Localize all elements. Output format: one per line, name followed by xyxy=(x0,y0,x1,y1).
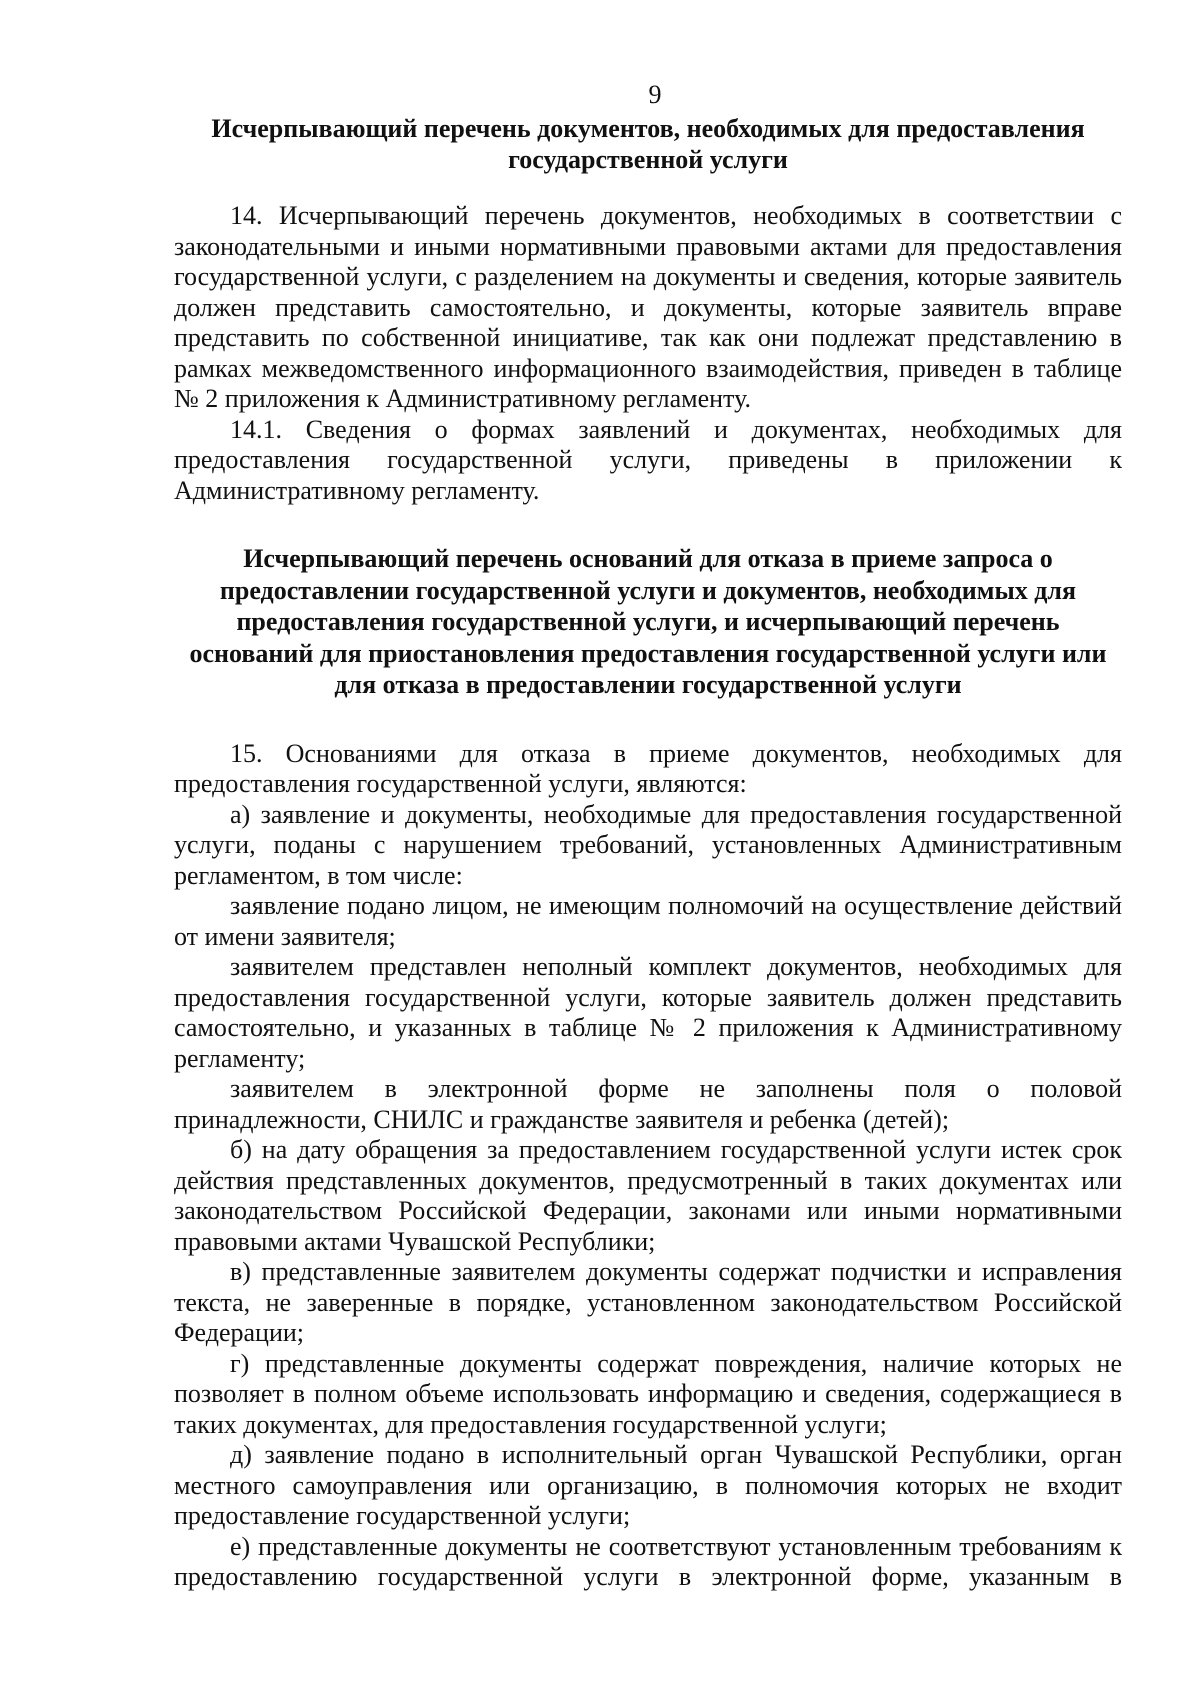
section-1-body xyxy=(174,201,1122,506)
paragraph-15-a: а) заявление и документы, необходимые для предоставления государственной услуги, поданы с нарушением требований, установленных Административным регламентом, в том числе: xyxy=(174,799,1122,890)
paragraph-15-a-item-3: заявителем в электронной форме не заполнены поля о половой принадлежности, СНИЛС и гражданстве заявителя и ребенка (детей); xyxy=(174,1074,1122,1134)
paragraph-15: 15. Основаниями для отказа в приеме документов, необходимых для предоставления государственной услуги, являются: xyxy=(174,738,1122,798)
section-2-heading: Исчерпывающий перечень оснований для отказа в приеме запроса о предоставлении государственной услуги и документов, необходимых для предоставления государственной услуги, и исчерпывающий перечень оснований для приостановления предоставления государственной услуги или для отказа в предоставлении государственной услуги xyxy=(189,544,1107,699)
section-2-body xyxy=(174,739,1122,1593)
paragraph-14-1: 14.1. Сведения о формах заявлений и документах, необходимых для предоставления государственной услуги, приведены в приложении к Административному регламенту. xyxy=(174,414,1122,505)
paragraph-15-d: д) заявление подано в исполнительный орган Чувашской Республики, орган местного самоуправления или организацию, в полномочия которых не входит предоставление государственной услуги; xyxy=(174,1440,1122,1530)
paragraph-15-e: е) представленные документы не соответствуют установленным требованиям к предоставлению государственной услуги в электронной форме, указанным в xyxy=(174,1531,1122,1591)
paragraph-15-a-item-2: заявителем представлен неполный комплект документов, необходимых для предоставления государственной услуги, которые заявитель должен представить самостоятельно, и указанных в таблице № 2 приложения к Административному регламенту; xyxy=(174,952,1122,1073)
paragraph-14: 14. Исчерпывающий перечень документов, необходимых в соответствии с законодательными и иными нормативными правовыми актами для предоставления государственной услуги, с разделением на документы и сведения, которые заявитель должен представить самостоятельно, и документы, которые заявитель вправе представить по собственной инициативе, так как они подлежат представлению в рамках межведомственного информационного взаимодействия, приведен в таблице № 2 приложения к Административному регламенту. xyxy=(174,201,1122,413)
paragraph-15-v: в) представленные заявителем документы содержат подчистки и исправления текста, не заверенные в порядке, установленном законодательством Российской Федерации; xyxy=(174,1257,1122,1347)
section-1-heading: Исчерпывающий перечень документов, необходимых для предоставления государственной услуги xyxy=(211,114,1085,174)
paragraph-15-g: г) представленные документы содержат повреждения, наличие которых не позволяет в полном объеме использовать информацию и сведения, содержащиеся в таких документах, для предоставления государственной услуги; xyxy=(174,1348,1122,1439)
page-number: 9 xyxy=(648,80,662,109)
document-page xyxy=(174,80,1122,1593)
paragraph-15-a-item-1: заявление подано лицом, не имеющим полномочий на осуществление действий от имени заявителя; xyxy=(174,891,1122,951)
paragraph-15-b: б) на дату обращения за предоставлением государственной услуги истек срок действия представленных документов, предусмотренный в таких документах или законодательством Российской Федерации, законами или иными нормативными правовыми актами Чувашской Республики; xyxy=(174,1135,1122,1256)
